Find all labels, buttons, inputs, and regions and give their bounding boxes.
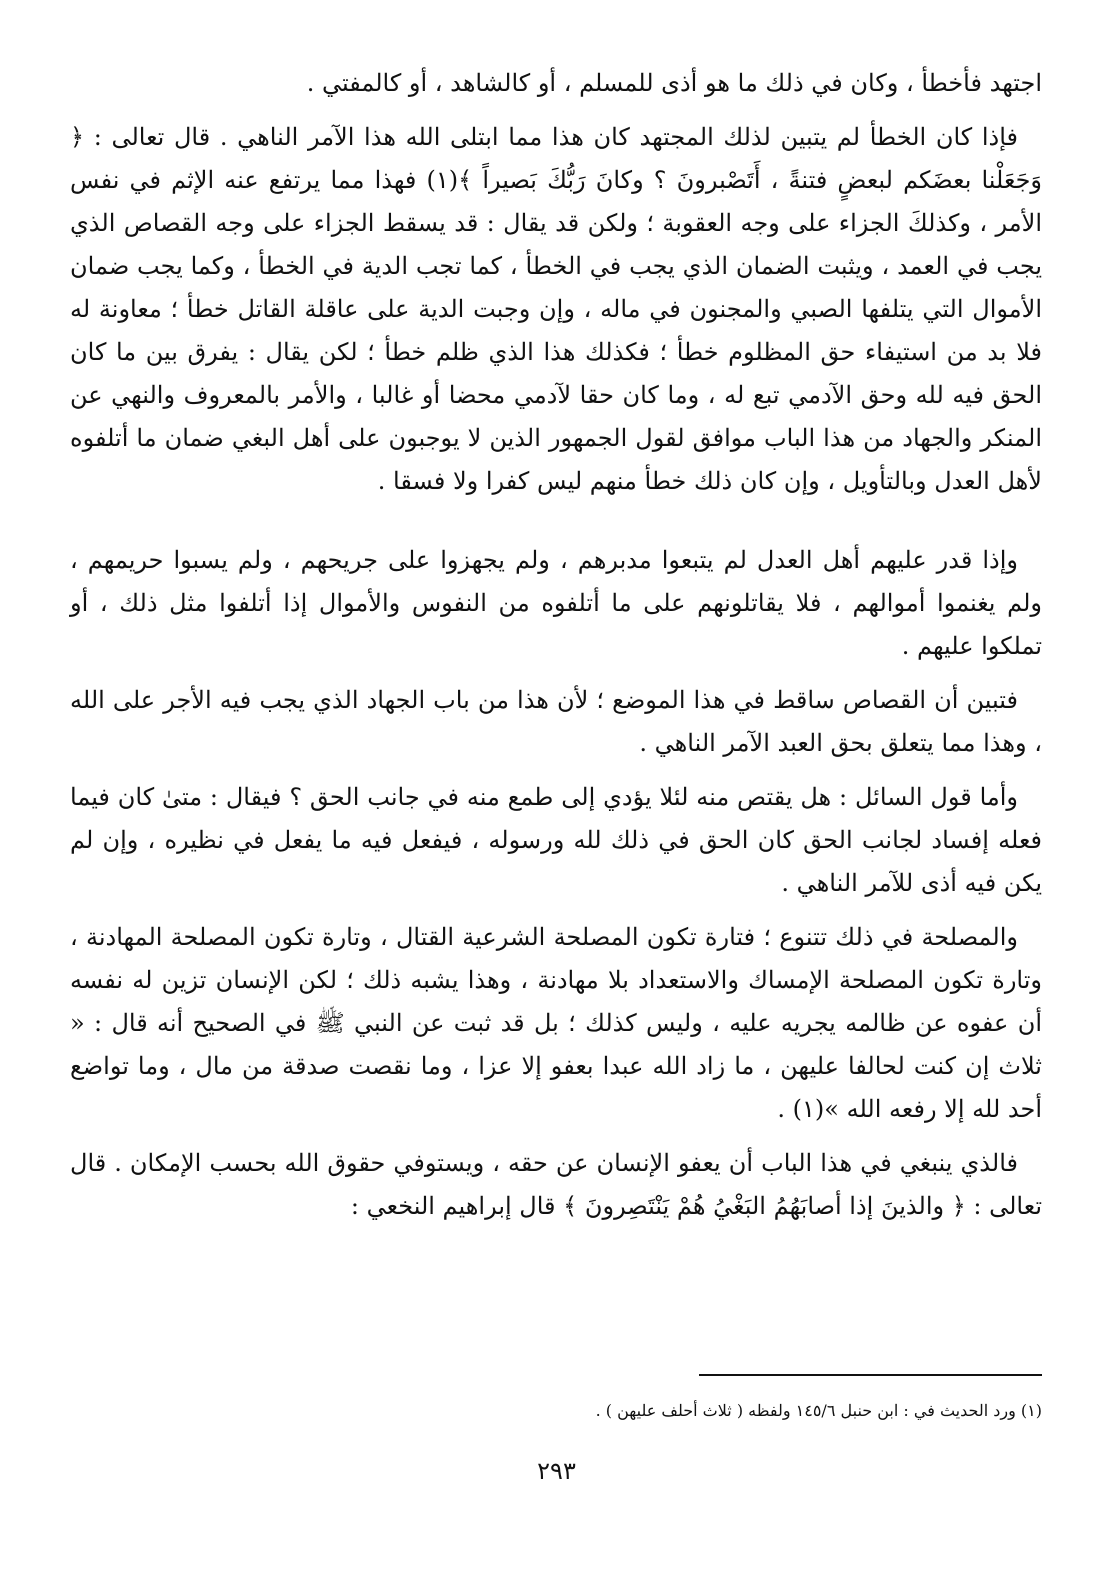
paragraph-6: والمصلحة في ذلك تتنوع ؛ فتارة تكون المصلحة الشرعية القتال ، وتارة تكون المصلحة المهادنة ، وتارة تكون المصلحة الإمساك والاستعداد بلا مهادنة ، وهذا يشبه ذلك ؛ لكن الإنسان تزين له نفسه أن عفوه عن ظالمه يجريه عليه ، وليس كذلك ؛ بل قد ثبت عن النبي ﷺ في الصحيح أنه قال : « ثلاث إن كنت لحالفا عليهن ، ما زاد الله عبدا بعفو إلا عزا ، وما نقصت صدقة من مال ، وما تواضع أحد لله إلا رفعه الله »(١) . xyxy=(70,923,1042,1123)
paragraph-1: اجتهد فأخطأ ، وكان في ذلك ما هو أذى للمسلم ، أو كالشاهد ، أو كالمفتي . xyxy=(306,69,1042,97)
page-body xyxy=(70,62,1042,1239)
footnote-divider xyxy=(699,1374,1042,1376)
footnote: (١) ورد الحديث في : ابن حنبل ١٤٥/٦ ولفظه ( ثلاث أحلف عليهن ) . xyxy=(595,1401,1042,1420)
paragraph-2: فإذا كان الخطأ لم يتبين لذلك المجتهد كان هذا مما ابتلى الله هذا الآمر الناهي . قال تعالى : ﴿ وَجَعَلْنا بعضَكم لبعضٍ فتنةً ، أَتَصْبرونَ ؟ وكانَ رَبُّكَ بَصيراً ﴾(١) فهذا مما يرتفع عنه الإثم في نفس الأمر ، وكذلكَ الجزاء على وجه العقوبة ؛ ولكن قد يقال : قد يسقط الجزاء على وجه القصاص الذي يجب في العمد ، ويثبت الضمان الذي يجب في الخطأ ، كما تجب الدية في الخطأ ، وكما يجب ضمان الأموال التي يتلفها الصبي والمجنون في ماله ، وإن وجبت الدية على عاقلة القاتل خطأ ؛ معاونة له فلا بد من استيفاء حق المظلوم خطأ ؛ فكذلك هذا الذي ظلم خطأ ؛ لكن يقال : يفرق بين ما كان الحق فيه لله وحق الآدمي تبع له ، وما كان حقا لآدمي محضا أو غالبا ، والأمر بالمعروف والنهي عن المنكر والجهاد من هذا الباب موافق لقول الجمهور الذين لا يوجبون على أهل البغي ضمان ما أتلفوه لأهل العدل وبالتأويل ، وإن كان ذلك خطأ منهم ليس كفرا ولا فسقا . xyxy=(70,123,1042,495)
paragraph-5: وأما قول السائل : هل يقتص منه لئلا يؤدي إلى طمع منه في جانب الحق ؟ فيقال : متىٰ كان فيما فعله إفساد لجانب الحق كان الحق في ذلك لله ورسوله ، فيفعل فيه ما يفعل في نظيره ، وإن لم يكن فيه أذى للآمر الناهي . xyxy=(70,783,1042,897)
paragraph-7: فالذي ينبغي في هذا الباب أن يعفو الإنسان عن حقه ، ويستوفي حقوق الله بحسب الإمكان . قال تعالى : ﴿ والذينَ إذا أصابَهُمُ البَغْيُ هُمْ يَنْتَصِرونَ ﴾ قال إبراهيم النخعي : xyxy=(70,1149,1042,1220)
paragraph-3: وإذا قدر عليهم أهل العدل لم يتبعوا مدبرهم ، ولم يجهزوا على جريحهم ، ولم يسبوا حريمهم ، ولم يغنموا أموالهم ، فلا يقاتلونهم على ما أتلفوه من النفوس والأموال إذا أتلفوا مثل ذلك ، أو تملكوا عليهم . xyxy=(70,546,1042,660)
page-number: ٢٩٣ xyxy=(537,1457,576,1485)
paragraph-4: فتبين أن القصاص ساقط في هذا الموضع ؛ لأن هذا من باب الجهاد الذي يجب فيه الأجر على الله ، وهذا مما يتعلق بحق العبد الآمر الناهي . xyxy=(70,686,1042,757)
